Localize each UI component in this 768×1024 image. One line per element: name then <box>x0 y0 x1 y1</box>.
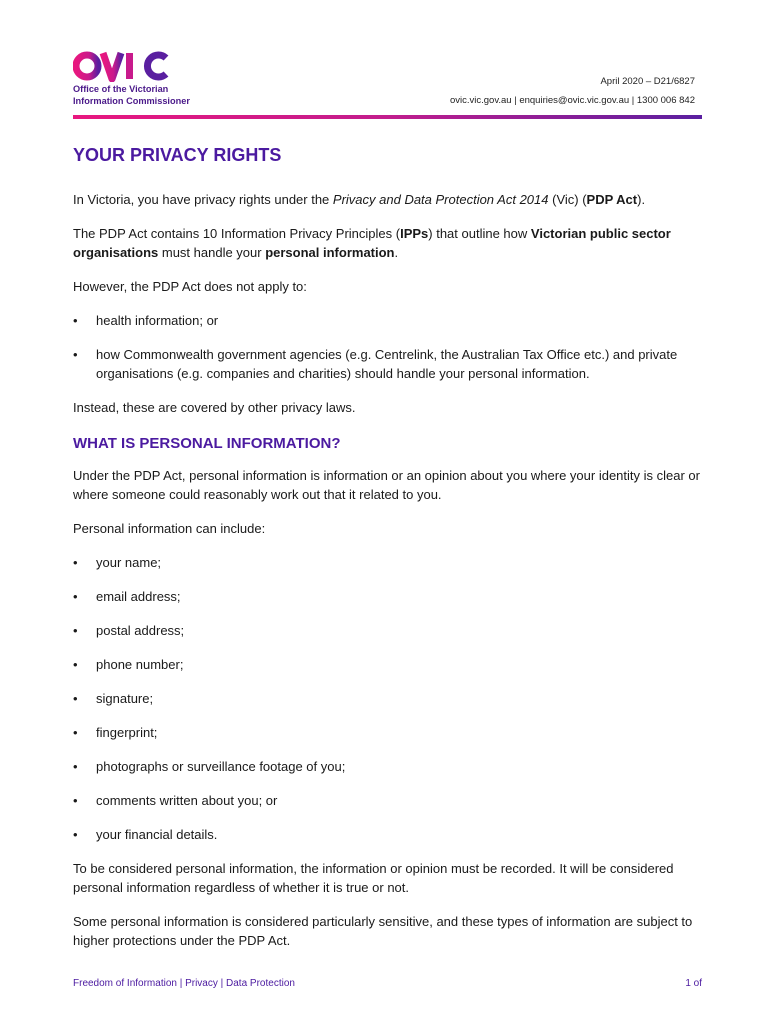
list-item: • signature; <box>73 689 702 708</box>
section-paragraph-2: Personal information can include: <box>73 521 266 536</box>
ovic-wordmark-graphic <box>73 50 173 82</box>
list-item: • photographs or surveillance footage of you; <box>73 757 702 776</box>
personal-info-list <box>73 553 702 844</box>
list-item: • postal address; <box>73 621 702 640</box>
contact-details: ovic.vic.gov.au | enquiries@ovic.vic.gov.au | 1300 006 842 <box>449 95 695 106</box>
page-footer <box>73 978 702 989</box>
intro-paragraph-4: Instead, these are covered by other privacy laws. <box>73 400 356 415</box>
list-item: • comments written about you; or <box>73 791 702 810</box>
page-number: 1 of <box>685 978 702 989</box>
section-heading: WHAT IS PERSONAL INFORMATION? <box>73 435 341 452</box>
list-item: • your financial details. <box>73 825 702 844</box>
footer-topics: Freedom of Information | Privacy | Data Protection <box>73 978 295 989</box>
ovic-wordmark <box>73 50 190 82</box>
document-meta <box>450 72 695 110</box>
page-title: YOUR PRIVACY RIGHTS <box>73 145 282 165</box>
list-item: • fingerprint; <box>73 723 702 742</box>
list-item: • health information; or <box>73 311 702 330</box>
intro-paragraph-2: The PDP Act contains 10 Information Privacy Principles (IPPs) that outline how Victorian public sector organisations must handle your personal information. <box>73 226 671 260</box>
ovic-logo <box>73 50 190 106</box>
section-paragraph-3: To be considered personal information, the information or opinion must be recorded. It will be considered personal information regardless of whether it is true or not. <box>73 861 674 895</box>
header-divider <box>73 115 702 119</box>
list-item: • phone number; <box>73 655 702 674</box>
section-paragraph-4: Some personal information is considered particularly sensitive, and these types of information are subject to higher protections under the PDP Act. <box>73 914 693 948</box>
logo-subtitle-line2: Information Commissioner <box>73 96 190 106</box>
section-paragraph-1: Under the PDP Act, personal information is information or an opinion about you where your identity is clear or where someone could reasonably work out that it related to you. <box>73 468 700 502</box>
list-item: • how Commonwealth government agencies (e.g. Centrelink, the Australian Tax Office etc.) and private organisations (e.g. companies and charities) should handle your personal information. <box>73 345 702 383</box>
list-item: • your name; <box>73 553 702 572</box>
list-item: • email address; <box>73 587 702 606</box>
intro-paragraph-1: In Victoria, you have privacy rights under the Privacy and Data Protection Act 2014 (Vic) (PDP Act). <box>73 192 646 207</box>
date-reference: April 2020 – D21/6827 <box>600 76 695 87</box>
logo-subtitle-line1: Office of the Victorian <box>73 84 169 94</box>
exclusions-list <box>73 311 702 383</box>
intro-paragraph-3: However, the PDP Act does not apply to: <box>73 279 307 294</box>
document-body <box>73 140 702 965</box>
